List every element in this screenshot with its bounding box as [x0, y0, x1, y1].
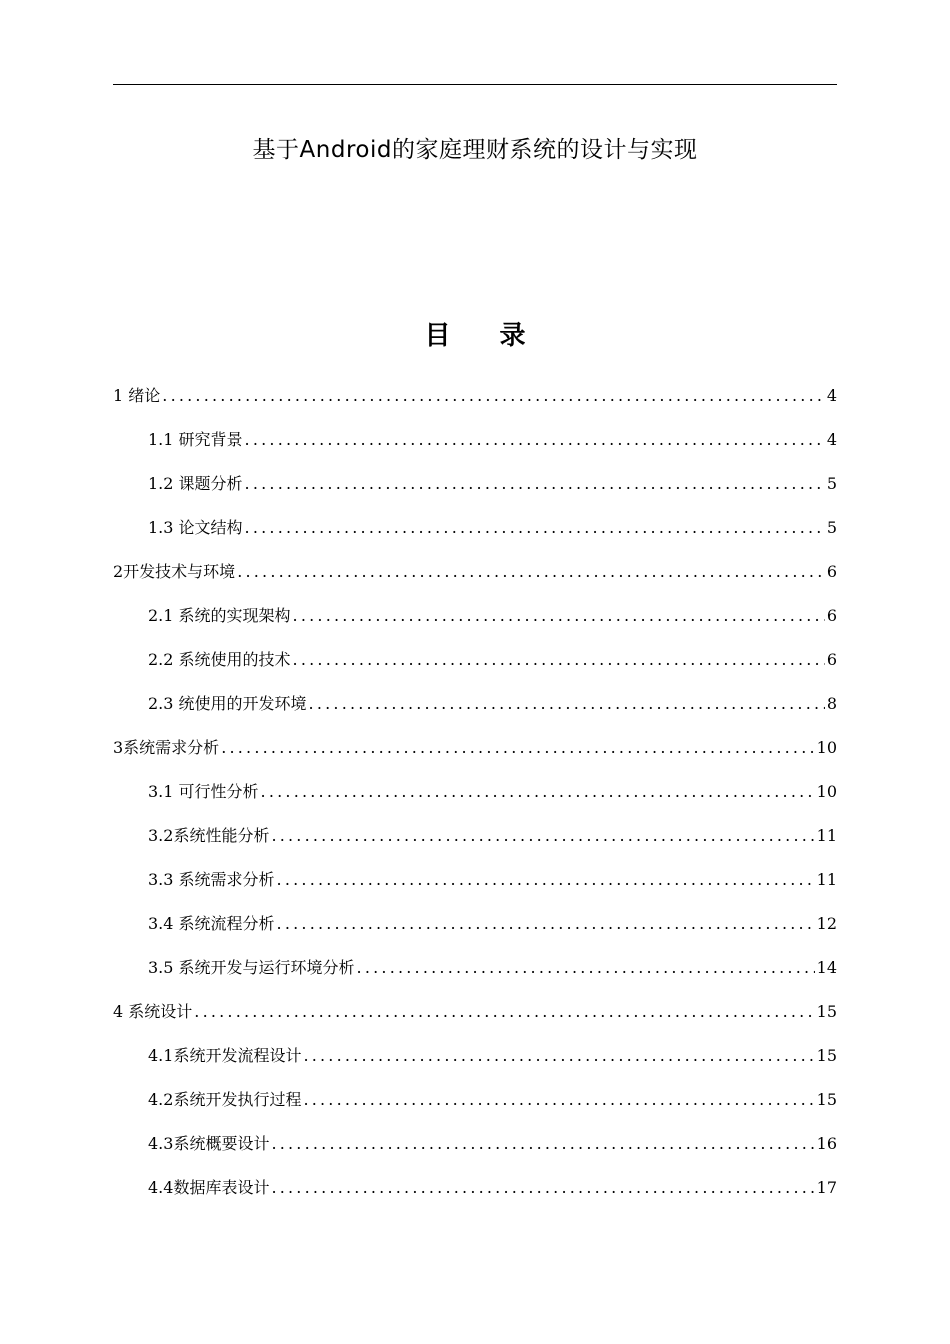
toc-dot-leader: [309, 693, 825, 715]
toc-dot-leader: [293, 649, 825, 671]
header-rule: [113, 84, 837, 85]
toc-entry-label: 1.3 论文结构: [148, 518, 243, 537]
toc-entry-label: 3.5 系统开发与运行环境分析: [148, 958, 355, 977]
toc-entry-page: 4: [826, 430, 837, 449]
toc-entry[interactable]: [113, 627, 837, 671]
toc-entry-page: 4: [826, 386, 837, 405]
toc-entry[interactable]: [113, 891, 837, 935]
toc-entry[interactable]: [113, 847, 837, 891]
toc-entry-page: 6: [826, 562, 837, 581]
toc-entry[interactable]: [113, 1111, 837, 1155]
toc-entry-page: 17: [816, 1178, 837, 1197]
toc-dot-leader: [194, 1001, 814, 1023]
toc-entry-label: 2.2 系统使用的技术: [148, 650, 291, 669]
toc-entry-label: 3.4 系统流程分析: [148, 914, 275, 933]
toc-entry[interactable]: [113, 451, 837, 495]
toc-entry[interactable]: [113, 803, 837, 847]
toc-entry-page: 6: [826, 650, 837, 669]
toc-dot-leader: [271, 1133, 814, 1155]
toc-entry-label: 3.2系统性能分析: [148, 826, 270, 845]
toc-entry-page: 11: [816, 826, 837, 845]
toc-entry-page: 15: [816, 1002, 837, 1021]
toc-dot-leader: [261, 781, 815, 803]
toc-dot-leader: [162, 385, 825, 407]
toc-entry-label: 2.1 系统的实现架构: [148, 606, 291, 625]
toc-entry-page: 10: [816, 738, 837, 757]
toc-dot-leader: [271, 825, 814, 847]
toc-dot-leader: [237, 561, 825, 583]
toc-entry-label: 2开发技术与环境: [113, 562, 236, 581]
toc-entry[interactable]: [113, 1155, 837, 1199]
toc-dot-leader: [303, 1045, 814, 1067]
toc-entry-page: 8: [826, 694, 837, 713]
toc-entry-label: 4.3系统概要设计: [148, 1134, 270, 1153]
toc-entry-label: 2.3 统使用的开发环境: [148, 694, 307, 713]
toc-entry-label: 3系统需求分析: [113, 738, 220, 757]
toc-dot-leader: [245, 517, 825, 539]
toc-entry[interactable]: [113, 539, 837, 583]
toc-entry-page: 15: [816, 1046, 837, 1065]
toc-entry-page: 12: [816, 914, 837, 933]
toc-entry[interactable]: [113, 935, 837, 979]
toc-dot-leader: [245, 429, 825, 451]
document-title: 基于Android的家庭理财系统的设计与实现: [252, 137, 698, 163]
toc-entry[interactable]: [113, 979, 837, 1023]
toc-entry-page: 6: [826, 606, 837, 625]
toc-entry[interactable]: [113, 759, 837, 803]
toc-entry-label: 4.2系统开发执行过程: [148, 1090, 302, 1109]
toc-entry[interactable]: [113, 1067, 837, 1111]
toc-entry-page: 14: [816, 958, 837, 977]
toc-entry-label: 3.1 可行性分析: [148, 782, 259, 801]
toc-entry[interactable]: [113, 583, 837, 627]
toc-entry-label: 4.4数据库表设计: [148, 1178, 270, 1197]
toc-entry-label: 3.3 系统需求分析: [148, 870, 275, 889]
toc-entry-page: 16: [816, 1134, 837, 1153]
toc-entry[interactable]: [113, 363, 837, 407]
toc-dot-leader: [303, 1089, 814, 1111]
toc-entry-page: 10: [816, 782, 837, 801]
toc-entry[interactable]: [113, 671, 837, 715]
toc-entry-label: 4 系统设计: [113, 1002, 193, 1021]
toc-entry-page: 5: [826, 474, 837, 493]
toc-dot-leader: [221, 737, 814, 759]
toc-entry-label: 1.1 研究背景: [148, 430, 243, 449]
toc-dot-leader: [277, 869, 815, 891]
toc-dot-leader: [271, 1177, 814, 1199]
toc-dot-leader: [245, 473, 825, 495]
toc-entry[interactable]: [113, 715, 837, 759]
toc-dot-leader: [357, 957, 815, 979]
toc-entry[interactable]: [113, 1023, 837, 1067]
toc-entry-label: 1 绪论: [113, 386, 161, 405]
toc-dot-leader: [293, 605, 825, 627]
toc-entry-label: 4.1系统开发流程设计: [148, 1046, 302, 1065]
toc-dot-leader: [277, 913, 815, 935]
toc-entry[interactable]: [113, 495, 837, 539]
toc-entry-label: 1.2 课题分析: [148, 474, 243, 493]
toc-heading: 目 录: [424, 321, 526, 351]
table-of-contents: [113, 363, 837, 1199]
toc-entry-page: 15: [816, 1090, 837, 1109]
toc-entry[interactable]: [113, 407, 837, 451]
toc-entry-page: 11: [816, 870, 837, 889]
toc-entry-page: 5: [826, 518, 837, 537]
